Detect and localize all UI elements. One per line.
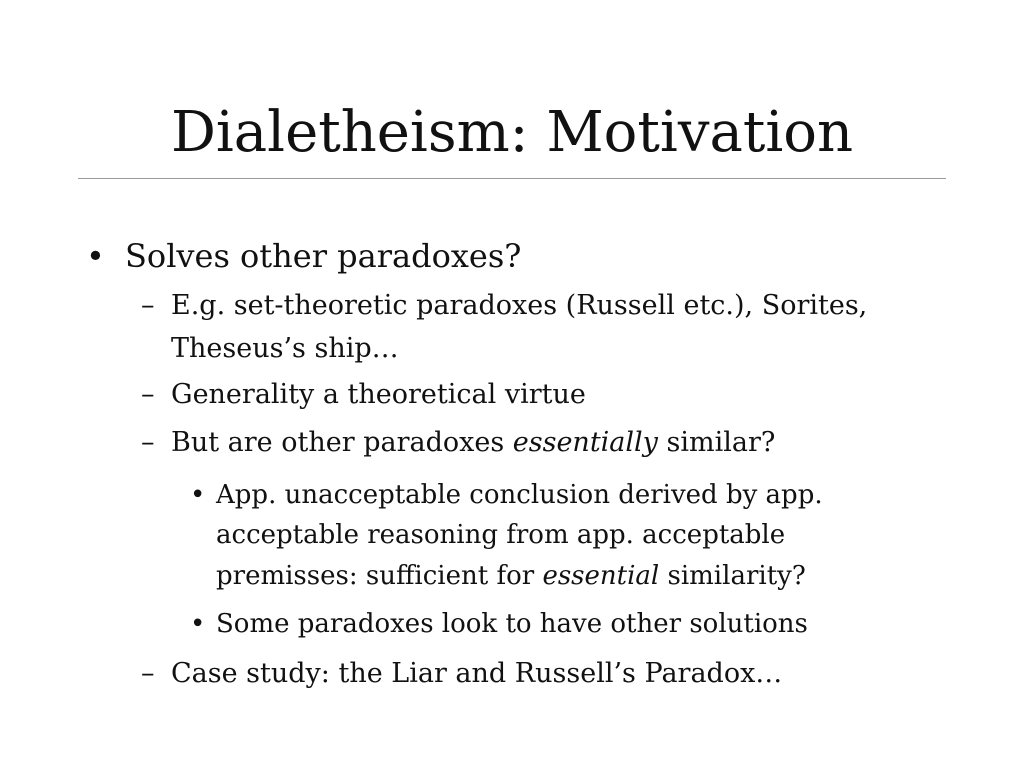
emphasis-essential: essential [542, 561, 660, 591]
text-run: similarity? [659, 561, 806, 591]
bullet-marker: • [86, 237, 105, 275]
bullet-marker: • [190, 480, 206, 510]
sub-bullet-case-study: Case study: the Liar and Russell’s Paradox… [171, 658, 783, 689]
slide-title: Dialetheism: Motivation [170, 100, 854, 165]
bullet-solves-paradoxes: Solves other paradoxes? [125, 237, 522, 275]
dash-marker: – [141, 658, 155, 689]
emphasis-essentially: essentially [512, 427, 658, 458]
sub-sub-bullet-app-line-1: App. unacceptable conclusion derived by app. [216, 480, 823, 510]
sub-sub-bullet-app-line-2: acceptable reasoning from app. acceptable [216, 520, 786, 550]
dash-marker: – [141, 379, 155, 410]
bullet-marker: • [190, 609, 206, 639]
sub-bullet-generality: Generality a theoretical virtue [171, 379, 586, 410]
sub-sub-bullet-app-line-3 [216, 556, 806, 596]
dash-marker: – [141, 290, 155, 321]
text-run: similar? [657, 427, 776, 458]
text-run: premisses: sufficient for [216, 561, 543, 591]
sub-sub-bullet-other-solutions: Some paradoxes look to have other solutions [216, 609, 808, 639]
text-run: But are other paradoxes [171, 427, 513, 458]
dash-marker: – [141, 427, 155, 458]
sub-bullet-examples-line-1: E.g. set-theoretic paradoxes (Russell etc.), Sorites, [171, 290, 868, 321]
sub-bullet-essentially-similar [171, 424, 775, 462]
sub-bullet-examples-line-2: Theseus’s ship… [171, 333, 399, 364]
